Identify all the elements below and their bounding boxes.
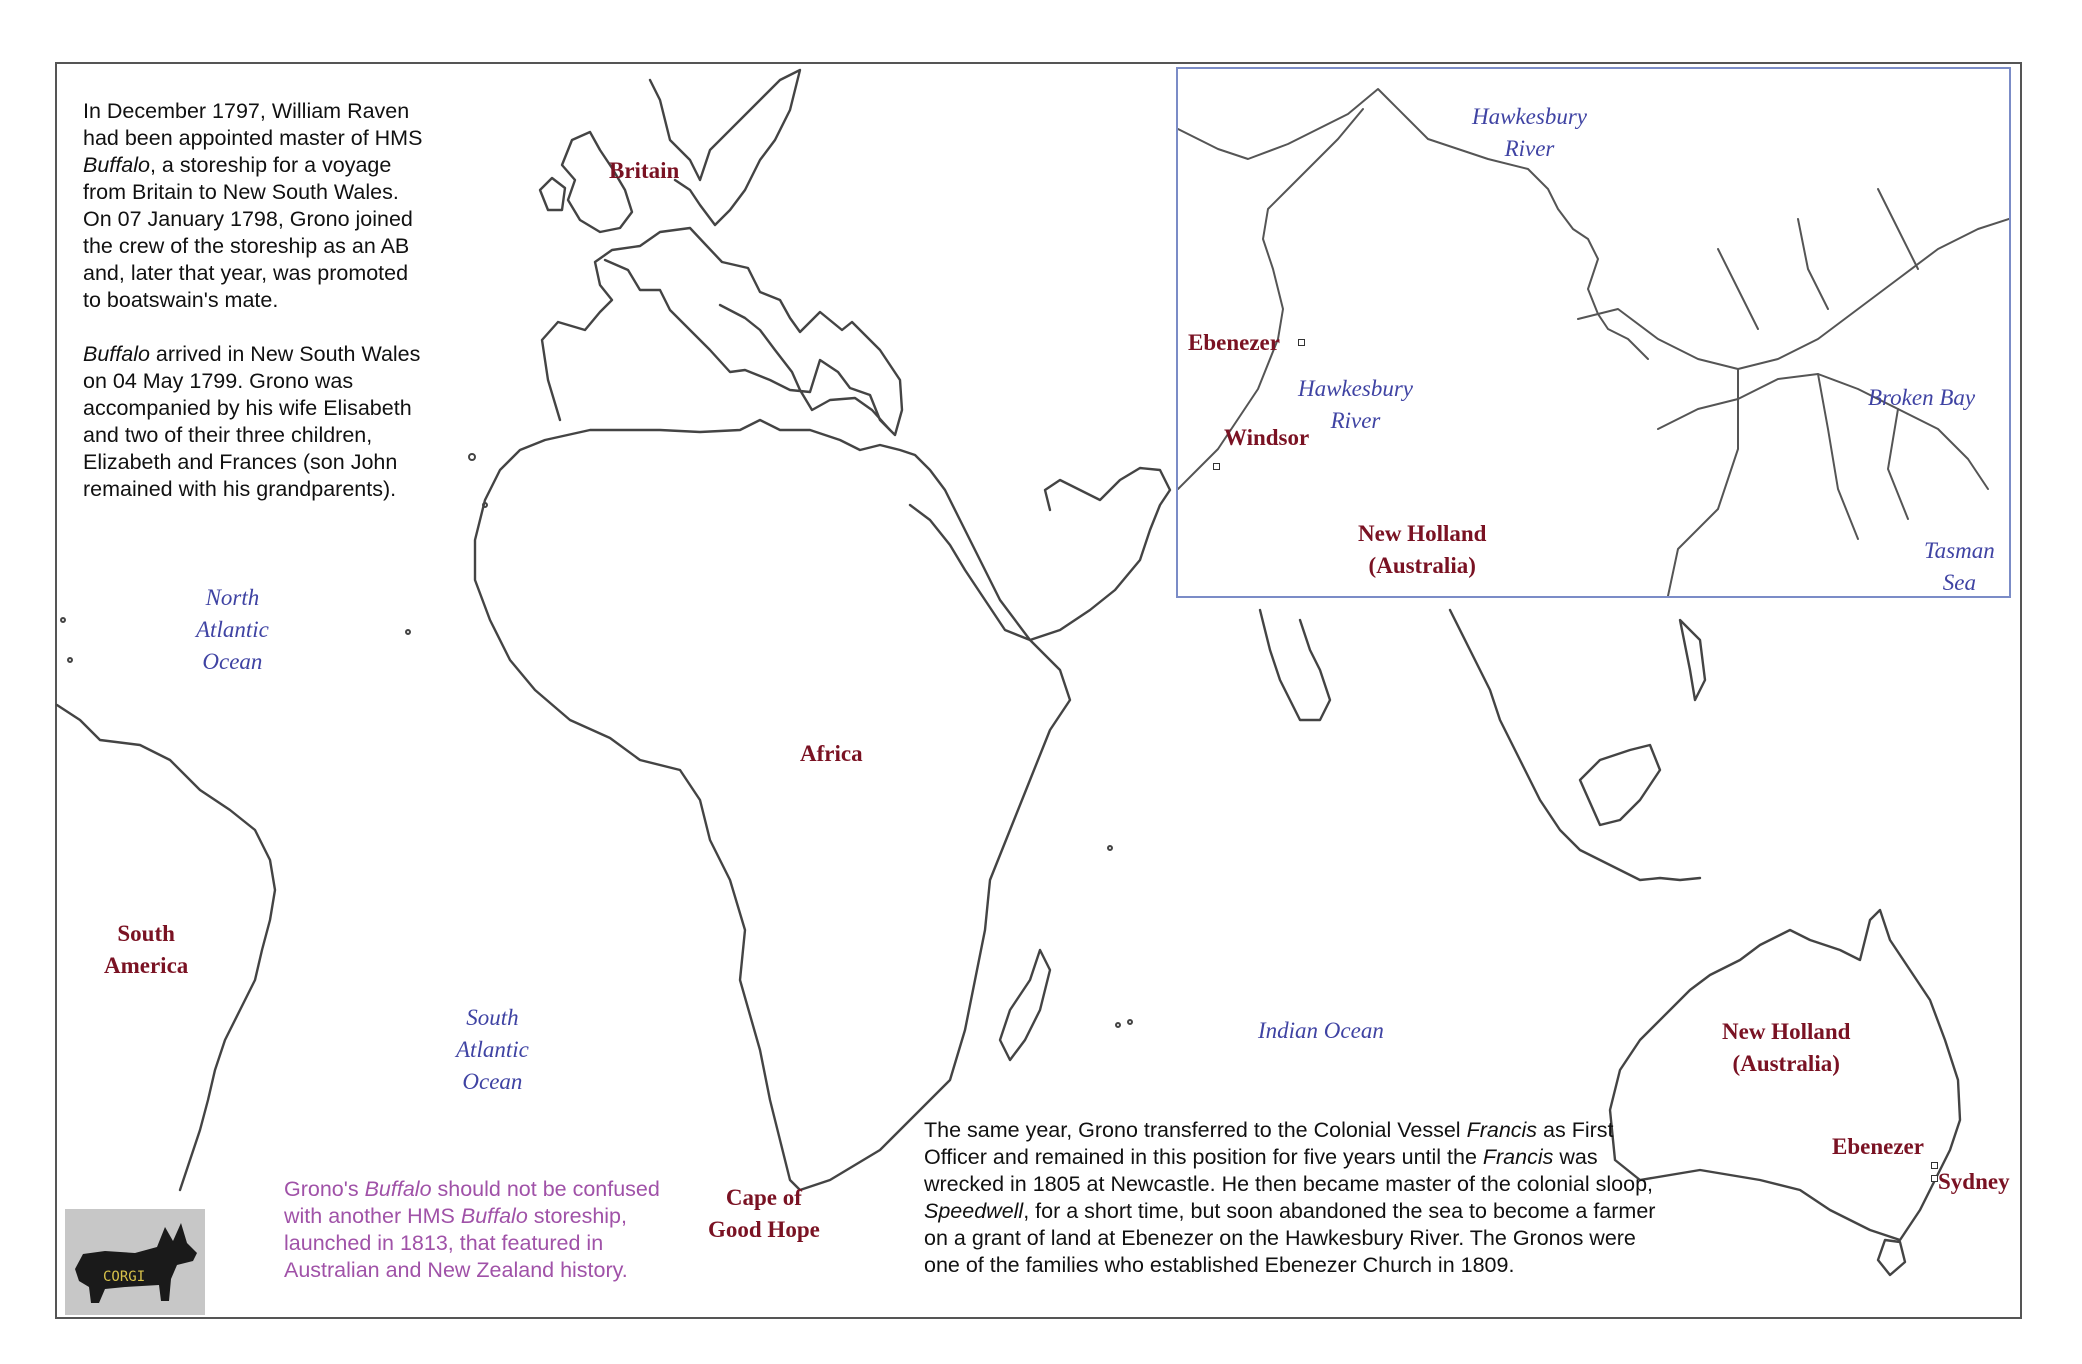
ireland-coastline (540, 178, 565, 210)
africa-coastline (475, 420, 1070, 1190)
label-sydney: Sydney (1938, 1169, 2010, 1194)
logo-text: CORGI (103, 1269, 146, 1285)
europe-coastline (542, 228, 902, 435)
borneo-coastline (1580, 745, 1660, 825)
madagascar-coastline (1000, 950, 1050, 1060)
label-britain: Britain (609, 158, 680, 183)
label-hawkesbury-river-lower: Hawkesbury River (1298, 376, 1413, 433)
island-dot (61, 618, 65, 622)
scandinavia-coastline (650, 70, 800, 225)
island-dot (68, 658, 72, 662)
inset-river-outline (1178, 69, 2009, 596)
inset-map (1176, 67, 2011, 598)
label-new-holland: New Holland (Australia) (1722, 1019, 1851, 1076)
india-coastline (1260, 610, 1330, 720)
label-africa: Africa (800, 741, 863, 766)
label-south-america: South America (104, 921, 189, 978)
windsor-marker (1213, 463, 1220, 470)
label-ebenezer-inset: Ebenezer (1188, 330, 1280, 355)
intro-text (83, 98, 423, 503)
island-dot (406, 630, 410, 634)
arabia-coastline (910, 468, 1170, 640)
label-windsor: Windsor (1224, 425, 1310, 450)
label-hawkesbury-river-upper: Hawkesbury River (1472, 104, 1587, 161)
mediterranean-coast (720, 305, 890, 430)
island-dot (1128, 1020, 1132, 1024)
paragraph-1: In December 1797, William Raven had been appointed master of HMS Buffalo, a storeship for a voyage from Britain to New South Wales. On 07 January 1798, Grono joined the crew of the storeship as an AB and, later that year, was promoted to boatswain's mate. (83, 99, 423, 312)
tasmania-coastline (1878, 1240, 1905, 1275)
sydney-marker (1931, 1175, 1938, 1182)
philippines-coastline (1680, 620, 1705, 700)
label-south-atlantic: South Atlantic Ocean (456, 1005, 529, 1094)
buffalo-note: Grono's Buffalo should not be confused with another HMS Buffalo storeship, launched in 1813, that featured in Australian and New Zealand history. (284, 1177, 660, 1282)
island-dot (1108, 846, 1112, 850)
label-broken-bay: Broken Bay (1868, 385, 1976, 410)
label-cape-of-good-hope: Cape of Good Hope (708, 1185, 820, 1242)
southeast-asia-coastline (1450, 610, 1700, 880)
broken-bay-inlets (1578, 219, 2009, 369)
island-dot (1116, 1023, 1120, 1027)
corgi-silhouette-icon (65, 1209, 205, 1315)
paragraph-3: The same year, Grono transferred to the Colonial Vessel Francis as First Officer and remained in this position for five years until the Francis was wrecked in 1805 at Newcastle. He then became master of the colonial sloop, Speedwell, for a short time, but soon abandoned the sea to become a farmer on a grant of land at Ebenezer on the Hawkesbury River. The Gronos were one of the families who established Ebenezer Church in 1809. (924, 1118, 1656, 1277)
label-north-atlantic: North Atlantic Ocean (196, 585, 269, 674)
island-dot (469, 454, 475, 460)
corgi-logo (65, 1209, 205, 1315)
island-dot (483, 503, 487, 507)
ebenezer-marker-inset (1298, 339, 1305, 346)
paragraph-2: Buffalo arrived in New South Wales on 04 May 1799. Grono was accompanied by his wife Elisabeth and two of their three children, Elizabeth and Frances (son John remained with his grandparents). (83, 342, 421, 501)
label-ebenezer: Ebenezer (1832, 1134, 1924, 1159)
label-indian-ocean: Indian Ocean (1258, 1018, 1384, 1043)
label-new-holland-inset: New Holland (Australia) (1358, 521, 1487, 578)
label-tasman-sea: Tasman Sea (1924, 538, 1995, 595)
ebenezer-marker (1931, 1162, 1938, 1169)
